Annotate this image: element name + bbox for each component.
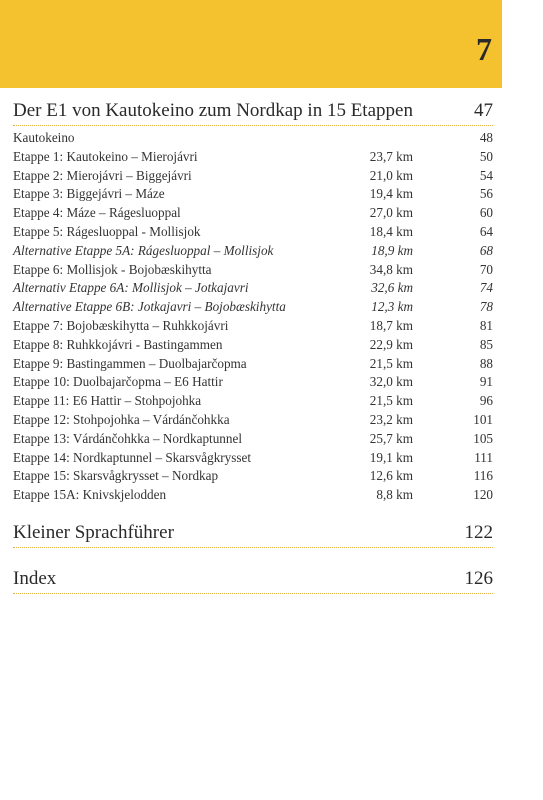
entry-title: Etappe 15: Skarsvågkrysset – Nordkap: [13, 468, 219, 484]
entry-distance: 18,7 km: [369, 317, 413, 333]
entry-title: Etappe 12: Stohpojohka – Várdánčohkka: [13, 411, 230, 427]
entry-title: Etappe 14: Nordkaptunnel – Skarsvågkrysset: [13, 449, 252, 465]
entry-page: 54: [479, 167, 493, 183]
entry-distance: 23,7 km: [369, 148, 413, 164]
entry-distance: 27,0 km: [369, 205, 413, 221]
entry-page: 60: [479, 205, 493, 221]
entry-title: Etappe 10: Duolbajarčopma – E6 Hattir: [13, 374, 223, 390]
entry-distance: 19,1 km: [369, 449, 413, 465]
entry-page: 88: [479, 355, 493, 371]
toc-entry[interactable]: [13, 298, 493, 317]
table-of-contents: [13, 100, 493, 594]
entry-distance: 23,2 km: [369, 411, 413, 427]
entry-title: Etappe 2: Mierojávri – Biggejávri: [13, 167, 192, 183]
toc-entry[interactable]: [13, 486, 493, 505]
entry-title: Etappe 11: E6 Hattir – Stohpojohka: [13, 393, 202, 409]
header-band: [0, 0, 502, 88]
entry-distance: 19,4 km: [369, 186, 413, 202]
section-page: 126: [464, 567, 493, 589]
entry-distance: 18,4 km: [369, 223, 413, 239]
section-title: Der E1 von Kautokeino zum Nordkap in 15 Etappen: [13, 100, 413, 121]
entry-page: 111: [474, 449, 493, 465]
entry-page: 120: [473, 487, 493, 503]
entry-distance: 21,5 km: [369, 393, 413, 409]
entry-title: Alternative Etappe 5A: Rágesluoppal – Mollisjok: [13, 242, 274, 258]
entry-page: 105: [473, 430, 493, 446]
entry-title: Etappe 1: Kautokeino – Mierojávri: [13, 148, 198, 164]
entry-page: 116: [473, 468, 493, 484]
entry-distance: 25,7 km: [369, 430, 413, 446]
toc-entry[interactable]: [13, 317, 493, 336]
entry-title: Etappe 9: Bastingammen – Duolbajarčopma: [13, 355, 247, 371]
entry-distance: 21,0 km: [369, 167, 413, 183]
toc-entry[interactable]: [13, 167, 493, 186]
toc-entry[interactable]: [13, 279, 493, 298]
entry-title: Etappe 5: Rágesluoppal - Mollisjok: [13, 223, 201, 239]
toc-section-index[interactable]: [13, 568, 493, 594]
entry-distance: 12,3 km: [371, 299, 413, 315]
entry-distance: 18,9 km: [371, 242, 413, 258]
entry-page: 50: [479, 148, 493, 164]
entry-page: 74: [479, 280, 493, 296]
toc-entry[interactable]: [13, 223, 493, 242]
toc-entry[interactable]: [13, 261, 493, 280]
toc-entry[interactable]: [13, 467, 493, 486]
entry-title: Etappe 13: Várdánčohkka – Nordkaptunnel: [13, 430, 243, 446]
entry-page: 81: [479, 317, 493, 333]
entry-page: 91: [479, 374, 493, 390]
toc-section-e1[interactable]: [13, 100, 493, 126]
section-title: Index: [13, 567, 57, 589]
toc-entry[interactable]: [13, 204, 493, 223]
entry-distance: 22,9 km: [369, 336, 413, 352]
entry-title: Etappe 8: Ruhkkojávri - Bastingammen: [13, 336, 223, 352]
section-page: 47: [474, 100, 493, 121]
entry-title: Etappe 4: Máze – Rágesluoppal: [13, 205, 181, 221]
toc-entry[interactable]: [13, 242, 493, 261]
toc-entry[interactable]: [13, 355, 493, 374]
entry-page: 101: [473, 411, 493, 427]
toc-entry[interactable]: [13, 449, 493, 468]
entry-distance: 8,8 km: [376, 487, 413, 503]
entry-page: 56: [479, 186, 493, 202]
entry-title: Alternative Etappe 6B: Jotkajavri – Bojobæskihytta: [13, 299, 286, 315]
toc-entries: [13, 129, 493, 505]
entry-title: Alternativ Etappe 6A: Mollisjok – Jotkajavri: [13, 280, 249, 296]
entry-distance: 32,0 km: [369, 374, 413, 390]
entry-page: 85: [479, 336, 493, 352]
entry-title: Kautokeino: [13, 130, 75, 145]
toc-entry[interactable]: [13, 129, 493, 148]
toc-entry[interactable]: [13, 148, 493, 167]
section-title: Kleiner Sprachführer: [13, 521, 174, 543]
entry-title: Etappe 7: Bojobæskihytta – Ruhkkojávri: [13, 317, 229, 333]
page-number: 7: [476, 31, 492, 67]
toc-section-sprachfuehrer[interactable]: [13, 522, 493, 548]
entry-page: 78: [479, 299, 493, 315]
entry-title: Etappe 3: Biggejávri – Máze: [13, 186, 165, 202]
toc-entry[interactable]: [13, 185, 493, 204]
toc-entry[interactable]: [13, 336, 493, 355]
entry-page: 68: [479, 242, 493, 258]
toc-entry[interactable]: [13, 430, 493, 449]
entry-page: 64: [479, 223, 493, 239]
toc-entry[interactable]: [13, 392, 493, 411]
toc-entry[interactable]: [13, 373, 493, 392]
entry-distance: 12,6 km: [369, 468, 413, 484]
entry-title: Etappe 15A: Knivskjelodden: [13, 487, 167, 503]
entry-page: 70: [479, 261, 493, 277]
entry-distance: 34,8 km: [369, 261, 413, 277]
entry-title: Etappe 6: Mollisjok - Bojobæskihytta: [13, 261, 212, 277]
entry-distance: 32,6 km: [371, 280, 413, 296]
entry-page: 96: [479, 393, 493, 409]
entry-page: 48: [479, 130, 493, 145]
entry-distance: 21,5 km: [369, 355, 413, 371]
section-page: 122: [464, 521, 493, 543]
toc-entry[interactable]: [13, 411, 493, 430]
